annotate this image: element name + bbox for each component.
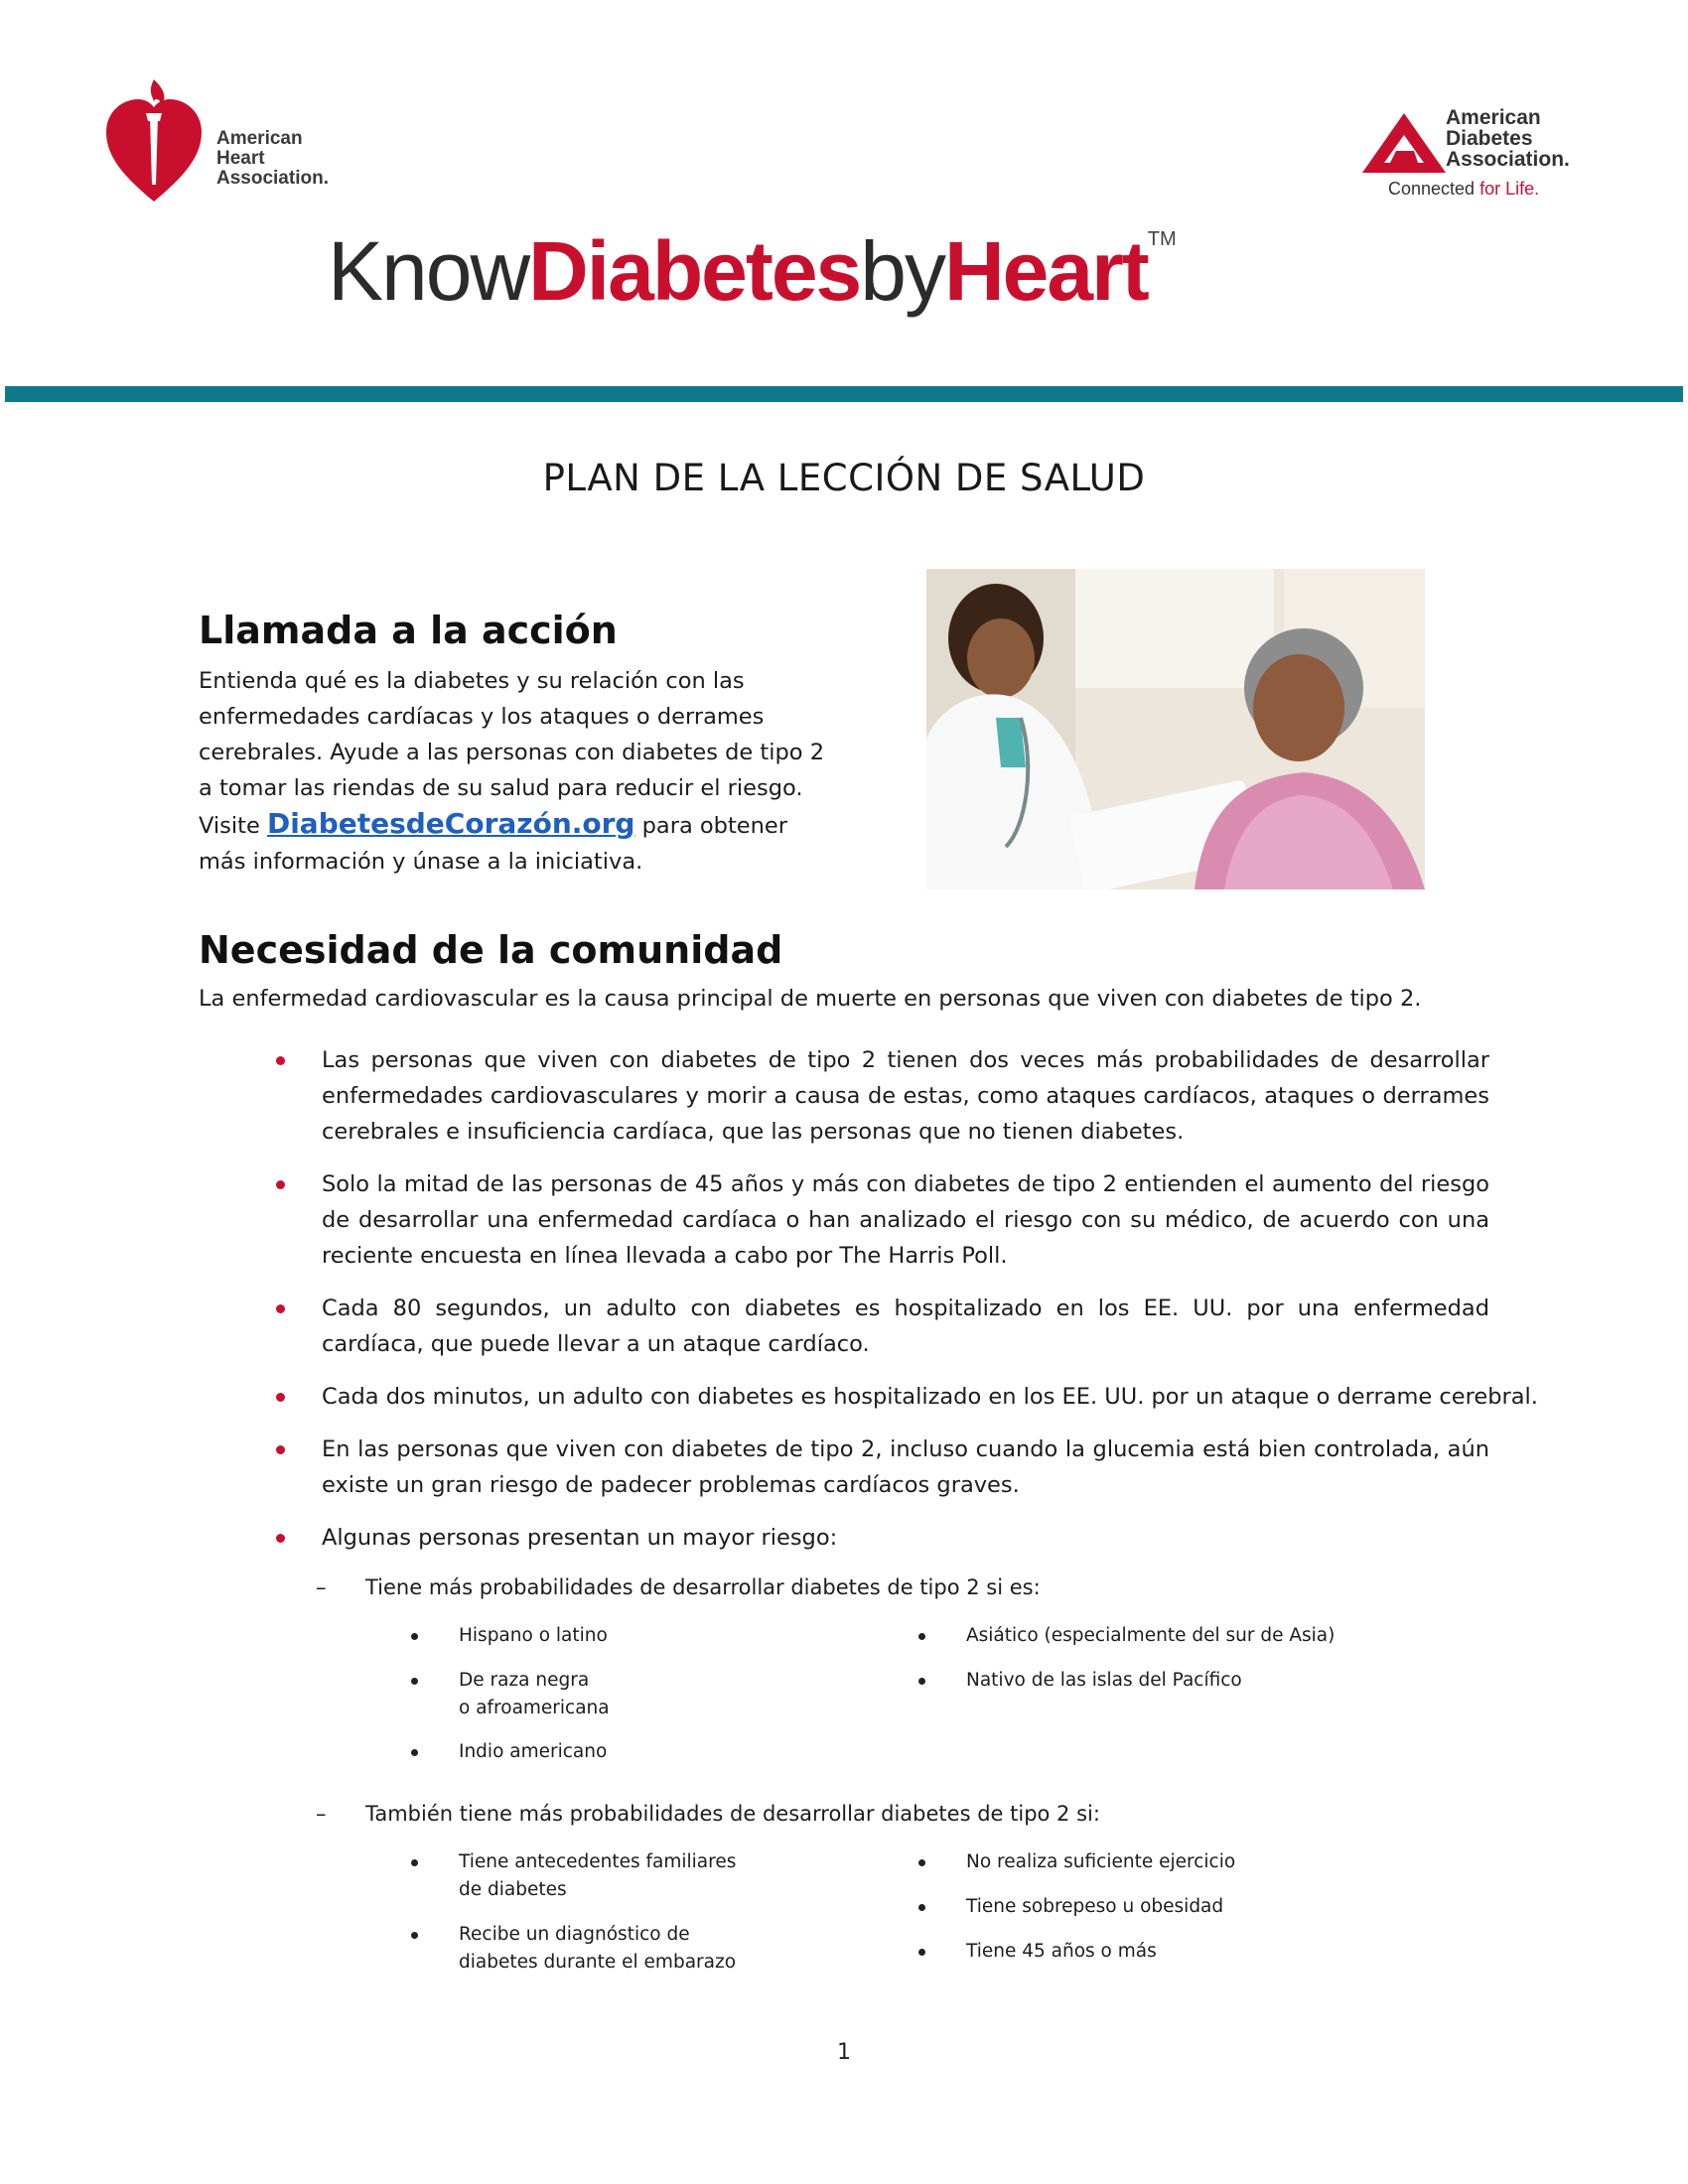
list-item — [966, 1938, 1157, 1966]
sub-item-text: No realiza suficiente ejercicio — [966, 1851, 1236, 1872]
list-item — [966, 1622, 1335, 1650]
sub-item-text: Tiene 45 años o más — [966, 1941, 1157, 1962]
dash-marker: – — [316, 1802, 327, 1826]
list-item — [966, 1893, 1223, 1921]
campaign-wordmark — [328, 223, 1360, 362]
ada-tagline-accent: for Life — [1479, 179, 1535, 199]
risk-group-2-title-text: También tiene más probabilidades de desarrollar diabetes de tipo 2 si: — [365, 1802, 1100, 1826]
list-item: Solo la mitad de las personas de 45 años y más con diabetes de tipo 2 entienden el aumento del riesgo de desarrollar una enfermedad cardíaca o han analizado el riesgo con su médico, de acuerdo con una reciente encuesta en línea llevada a cabo por The Harris Poll. — [268, 1166, 1489, 1274]
cta-visit-prefix: Visite — [199, 813, 267, 839]
triangle-icon — [1360, 111, 1448, 175]
wordmark-diabetes: Diabetes — [528, 224, 861, 318]
sub-item-text: Hispano o latino — [459, 1625, 608, 1646]
community-need-intro: La enfermedad cardiovascular es la causa principal de muerte en personas que viven con diabetes de tipo 2. — [199, 986, 1422, 1012]
sub-item-text: o afroamericana — [459, 1698, 610, 1718]
sub-item-text: diabetes durante el embarazo — [459, 1952, 737, 1973]
call-to-action-text — [199, 663, 894, 880]
doctor-patient-photo — [926, 569, 1425, 889]
list-item: Algunas personas presentan un mayor riesgo: — [268, 1520, 1489, 1556]
aha-logo-line-3: Association. — [216, 168, 329, 189]
list-item — [459, 1921, 736, 1977]
list-item — [459, 1667, 610, 1722]
cta-last-line: más información y únase a la iniciativa. — [199, 849, 643, 875]
risk-group-1-title-text: Tiene más probabilidades de desarrollar diabetes de tipo 2 si es: — [365, 1575, 1041, 1599]
wordmark-by: by — [860, 224, 944, 318]
wordmark-tm: TM — [1147, 228, 1177, 250]
risk-group-1-title — [316, 1575, 1041, 1599]
cta-line-2: enfermedades cardíacas y los ataques o derrames — [199, 704, 765, 730]
diabetes-de-corazon-link[interactable]: DiabetesdeCorazón.org — [266, 807, 635, 840]
page-number: 1 — [837, 2040, 851, 2065]
list-item: Cada dos minutos, un adulto con diabetes es hospitalizado en los EE. UU. por un ataque o derrame cerebral. — [268, 1379, 1489, 1415]
cta-line-3: cerebrales. Ayude a las personas con diabetes de tipo 2 — [199, 740, 825, 765]
community-need-bullets — [268, 1042, 1538, 1572]
dash-marker: – — [316, 1575, 327, 1599]
cta-visit-line — [199, 806, 894, 844]
sub-item-text: De raza negra — [459, 1670, 590, 1691]
cta-line-4: a tomar las riendas de su salud para reducir el riesgo. — [199, 775, 803, 801]
sub-item-text: Indio americano — [459, 1741, 608, 1762]
wordmark-heart: Heart — [944, 224, 1148, 318]
call-to-action-heading: Llamada a la acción — [199, 609, 618, 652]
ada-logo-line-1: American — [1446, 106, 1541, 129]
photo-illustration — [926, 569, 1425, 889]
ada-tagline — [1388, 179, 1539, 200]
list-item: Cada 80 segundos, un adulto con diabetes es hospitalizado en los EE. UU. por una enfermedad cardíaca, que puede llevar a un ataque cardíaco. — [268, 1291, 1489, 1362]
header-divider — [5, 386, 1683, 402]
risk-group-2-title — [316, 1802, 1100, 1826]
community-need-heading: Necesidad de la comunidad — [199, 928, 783, 972]
list-item — [459, 1848, 736, 1904]
list-item — [459, 1738, 607, 1766]
cta-visit-suffix: para obtener — [634, 813, 787, 839]
ada-tagline-suffix: . — [1534, 179, 1540, 199]
sub-item-text: de diabetes — [459, 1879, 567, 1900]
list-item — [459, 1622, 608, 1650]
list-item: En las personas que viven con diabetes de tipo 2, incluso cuando la glucemia está bien controlada, aún existe un gran riesgo de padecer problemas cardíacos graves. — [268, 1432, 1489, 1503]
ada-logo-line-3: Association. — [1446, 148, 1570, 171]
list-item — [966, 1848, 1235, 1876]
page-title: PLAN DE LA LECCIÓN DE SALUD — [542, 457, 1146, 499]
wordmark-know: Know — [328, 224, 529, 318]
aha-logo-line-1: American — [216, 128, 303, 149]
ada-logo-line-2: Diabetes — [1446, 127, 1533, 150]
heart-torch-icon — [104, 77, 204, 206]
sub-item-text: Recibe un diagnóstico de — [459, 1924, 690, 1945]
sub-item-text: Tiene sobrepeso u obesidad — [966, 1896, 1224, 1917]
aha-logo-line-2: Heart — [216, 148, 265, 169]
list-item: Las personas que viven con diabetes de tipo 2 tienen dos veces más probabilidades de desarrollar enfermedades cardiovasculares y morir a causa de estas, como ataques cardíacos, ataques o derrames cerebrales e insuficiencia cardíaca, que las personas que no tienen diabetes. — [268, 1042, 1489, 1150]
sub-item-text: Tiene antecedentes familiares — [459, 1851, 737, 1872]
ada-tagline-prefix: Connected — [1388, 179, 1480, 199]
list-item — [966, 1667, 1242, 1695]
cta-line-1: Entienda qué es la diabetes y su relación con las — [199, 668, 745, 694]
sub-item-text: Nativo de las islas del Pacífico — [966, 1670, 1242, 1691]
sub-item-text: Asiático (especialmente del sur de Asia) — [966, 1625, 1336, 1646]
